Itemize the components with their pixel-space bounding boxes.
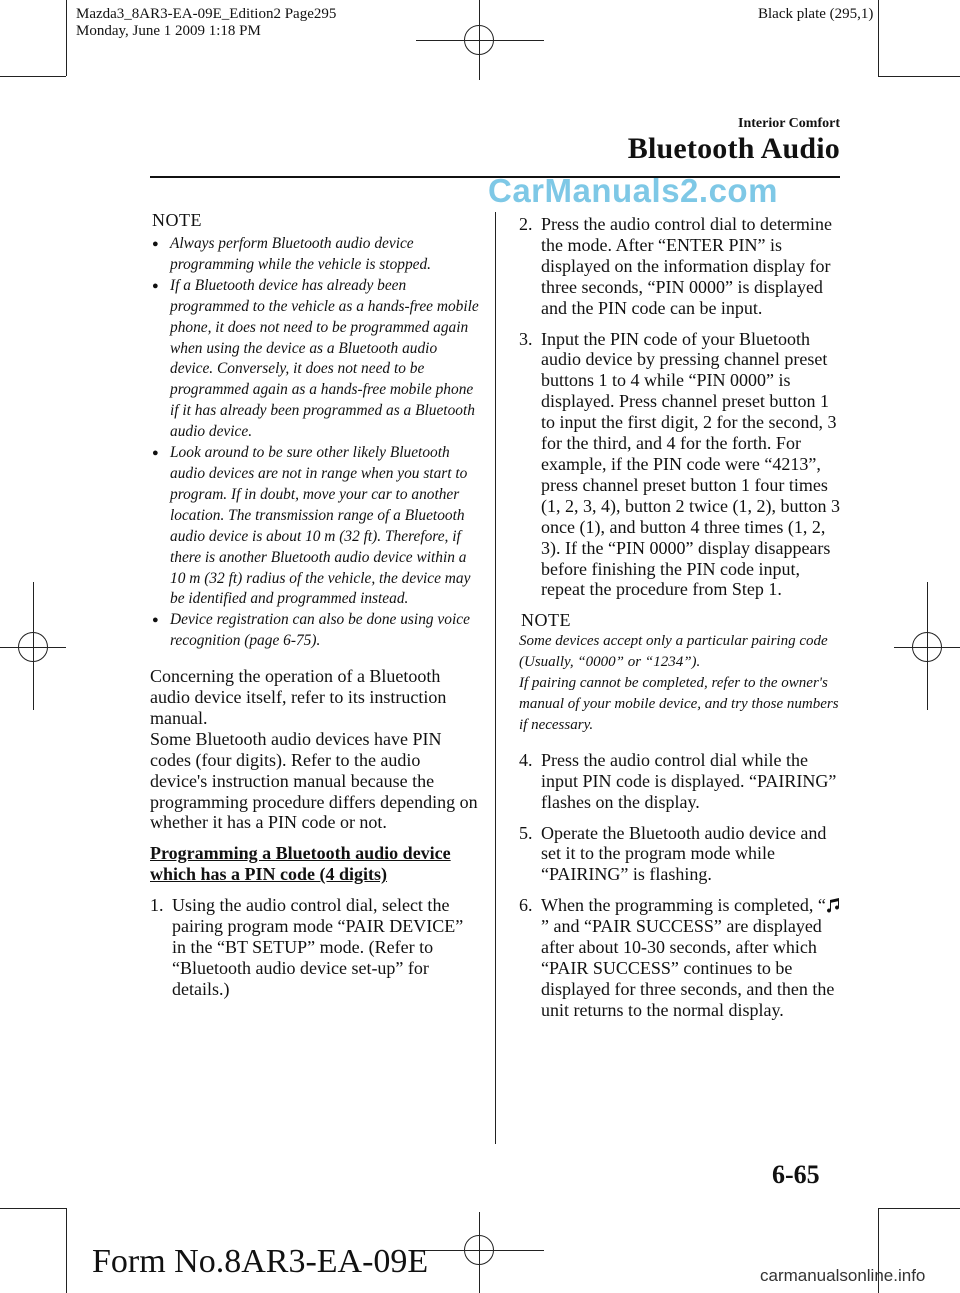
right-column	[519, 214, 844, 1021]
step-number: 1.	[150, 895, 164, 916]
step-number: 6.	[519, 895, 533, 916]
note-text: If pairing cannot be completed, refer to the owner's manual of your mobile device, and try those numbers if necessary.	[519, 675, 839, 733]
step-text: Using the audio control dial, select the pairing program mode “PAIR DEVICE” in the “BT SETUP” mode. (Refer to “Bluetooth audio device set-up” for details.)	[172, 895, 464, 999]
step-5	[519, 823, 844, 886]
doc-filename: Mazda3_8AR3-EA-09E_Edition2 Page295	[76, 6, 337, 22]
note-item: ● Look around to be sure other likely Bluetooth audio devices are not in range when you start to program. If in doubt, move your car to another location. The transmission range of a Bluetooth audio device is about 10 m (32 ft). Therefore, if there is another Bluetooth audio device within a 10 m (32 ft) radius of the vehicle, the device may be identified and programmed instead.	[152, 444, 471, 608]
step-number: 5.	[519, 822, 533, 843]
note-item: ● Always perform Bluetooth audio device programming while the vehicle is stopped.	[152, 235, 432, 273]
step-number: 2.	[519, 214, 533, 234]
step-number: 3.	[519, 328, 533, 349]
step-3	[519, 329, 844, 601]
step-text: Input the PIN code of your Bluetooth audio device by pressing channel preset buttons 1 to 4 while “PIN 0000” is displayed. Press channel preset button 1 to input the first digit, 2 for the second, 3 for the third, and 4 for the forth. For example, if the PIN code were “4213”, press channel preset button 1 four times (1, 2, 3, 4), button 2 twice (1, 2), button 3 once (1), and button 4 three times (1, 2, 3). If the “PIN 0000” display disappears before finishing the PIN code input, repeat the procedure from Step 1.	[541, 328, 840, 600]
doc-timestamp: Monday, June 1 2009 1:18 PM	[76, 23, 261, 39]
step-2	[519, 214, 844, 319]
watermark: CarManuals2.com	[488, 172, 778, 209]
bullet-icon: ●	[152, 447, 159, 460]
bullet-icon: ●	[152, 279, 159, 292]
music-note-icon	[826, 897, 842, 913]
paragraph: Concerning the operation of a Bluetooth audio device itself, refer to its instruction manual.	[150, 666, 447, 728]
paragraph: Some Bluetooth audio devices have PIN codes (four digits). Refer to the audio device's instruction manual because the programming procedure differs depending on whether it has a PIN code or not.	[150, 728, 478, 833]
bullet-icon: ●	[152, 238, 159, 250]
note-list	[150, 234, 480, 652]
note-text: Some devices accept only a particular pairing code (Usually, “0000” or “1234”).	[519, 633, 828, 671]
step-text-end: ” and “PAIR SUCCESS” are displayed after about 10-30 seconds, after which “PAIR SUCCESS” continues to be displayed for three seconds, and then the unit returns to the normal display.	[541, 916, 835, 1020]
document-meta	[76, 6, 336, 40]
chapter-title: Bluetooth Audio	[627, 132, 840, 165]
note-item: ● Device registration can also be done using voice recognition (page 6-75).	[152, 611, 470, 650]
page-number: 6-65	[772, 1160, 820, 1189]
step-text: Press the audio control dial while the input PIN code is displayed. “PAIRING” flashes on the display.	[541, 749, 837, 812]
note-title: NOTE	[152, 210, 202, 230]
step-number: 4.	[519, 749, 533, 770]
step-1	[150, 895, 480, 1000]
left-column	[150, 210, 480, 1000]
step-4	[519, 750, 844, 813]
form-number: Form No.8AR3-EA-09E	[92, 1243, 429, 1280]
bullet-icon: ●	[152, 614, 159, 627]
step-6	[519, 895, 844, 1020]
footer-site: carmanualsonline.info	[760, 1266, 926, 1285]
column-divider	[495, 212, 496, 1144]
note-item: ● If a Bluetooth device has already been programmed to the vehicle as a hands-free mobile phone, it does not need to be programmed again when using the device as a Bluetooth audio device. Conversely, it does not need to be programmed again as a hands-free mobile phone if it has already been programmed as a Bluetooth audio device.	[152, 276, 479, 441]
step-text-start: When the programming is completed, “	[541, 895, 826, 916]
step-text: Press the audio control dial to determine the mode. After “ENTER PIN” is displayed on the information display for three seconds, “PIN 0000” is displayed and the PIN code can be input.	[541, 214, 832, 318]
note-title: NOTE	[521, 610, 571, 631]
plate-label: Black plate (295,1)	[758, 6, 874, 22]
subheading: Programming a Bluetooth audio device which has a PIN code (4 digits)	[150, 843, 451, 885]
step-text: Operate the Bluetooth audio device and set it to the program mode while “PAIRING” is flashing.	[541, 822, 827, 885]
section-title: Interior Comfort	[738, 116, 840, 131]
